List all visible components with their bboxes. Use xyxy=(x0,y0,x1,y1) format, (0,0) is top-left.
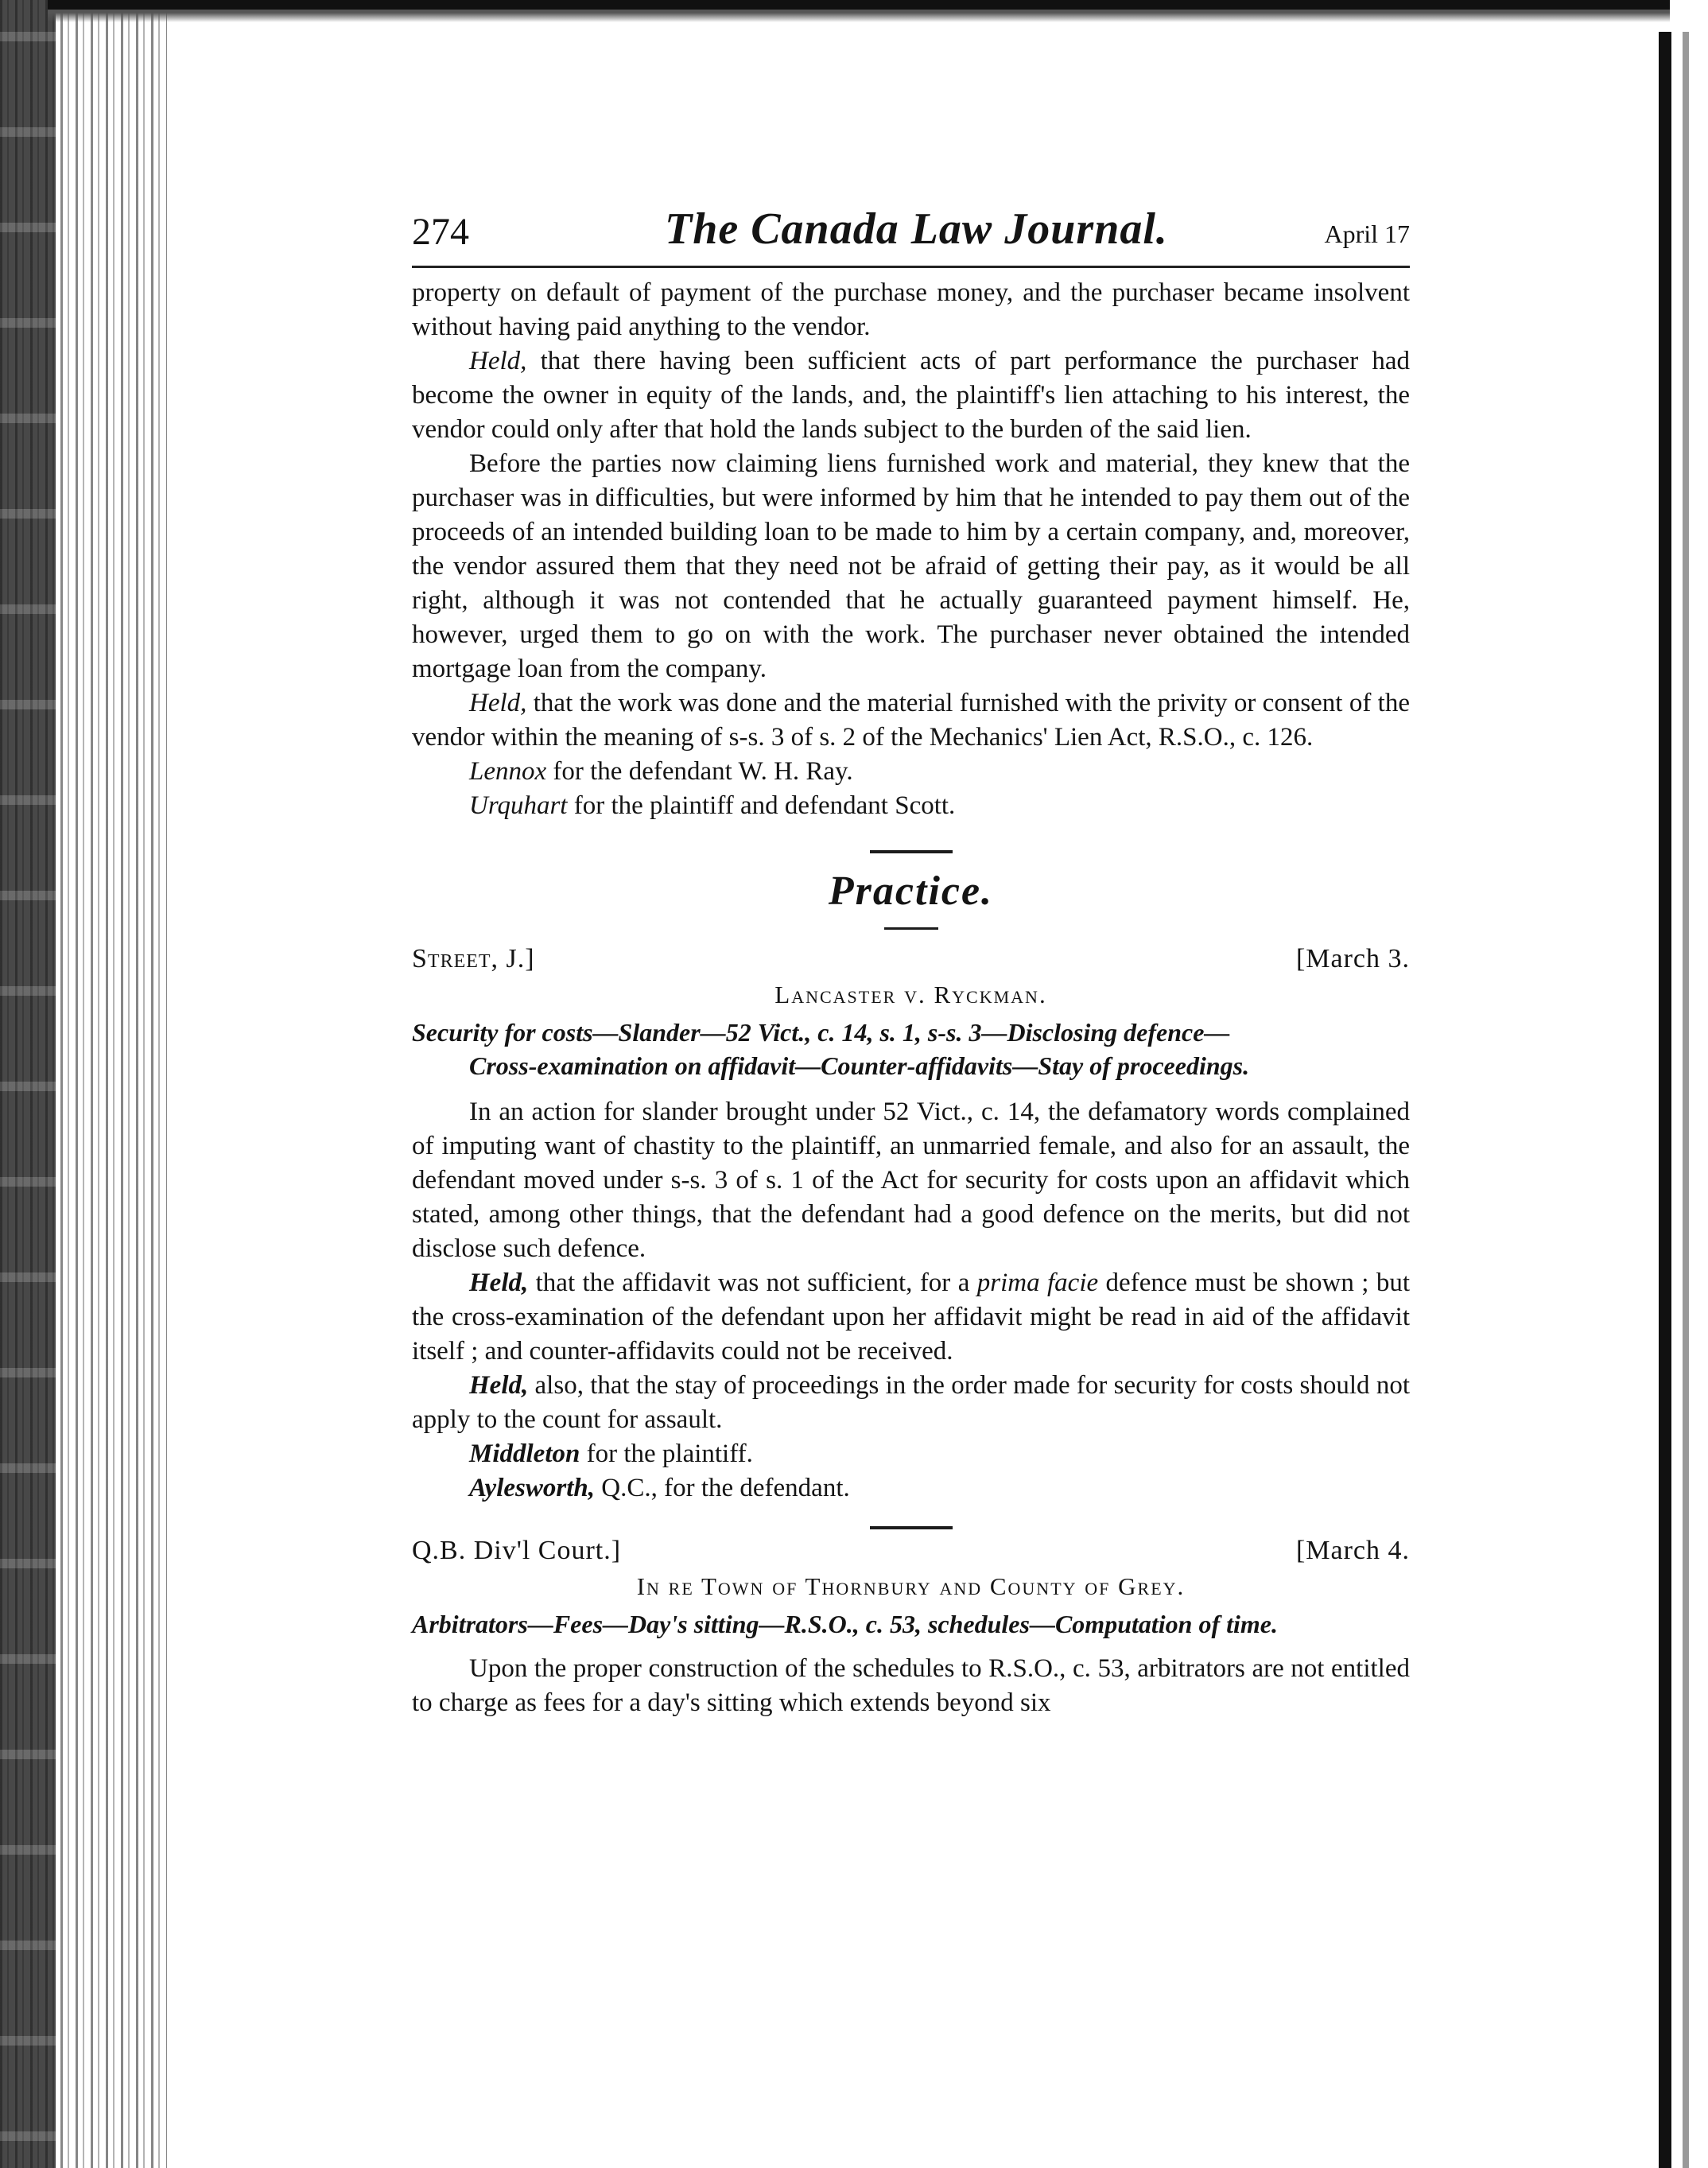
counsel-name: Aylesworth, xyxy=(469,1474,595,1502)
running-head xyxy=(412,199,1410,268)
counsel-text: Q.C., for the defendant. xyxy=(595,1474,850,1502)
issue-date: April 17 xyxy=(1324,220,1410,248)
case-header xyxy=(412,944,1410,979)
latin-phrase: prima facie xyxy=(976,1269,1099,1297)
held-paragraph-2 xyxy=(412,1369,1410,1437)
case-divider xyxy=(870,1526,953,1529)
counsel-text: for the plaintiff and defendant Scott. xyxy=(567,791,956,820)
case-header xyxy=(412,1536,1410,1571)
held-paragraph xyxy=(412,1266,1410,1369)
headnote xyxy=(412,1016,1410,1082)
case-paragraph: Upon the proper construction of the schedules to R.S.O., c. 53, arbitrators are not entitled to charge as fees for a day's sitting which extends beyond six xyxy=(412,1654,1410,1717)
held-paragraph xyxy=(412,344,1410,447)
headnote-line: Cross-examination on affidavit—Counter-affidavits—Stay of proceedings. xyxy=(469,1051,1250,1080)
title-divider xyxy=(884,927,938,930)
counsel-line xyxy=(412,1471,1410,1506)
counsel-name: Lennox xyxy=(469,757,547,786)
case-name: In re Town of Thornbury and County of Grey. xyxy=(636,1572,1186,1600)
case-date: [March 3. xyxy=(1295,944,1410,973)
scan-right-edge xyxy=(1636,32,1708,2168)
court-name: Street, J.] xyxy=(412,944,535,973)
held-paragraph-2 xyxy=(412,686,1410,755)
case-date: [March 4. xyxy=(1295,1536,1410,1565)
held-text: defence must be shown ; but the cross-examination of the defendant upon her affidavit might be read in aid of the affidavit itself ; and counter-affidavits could not be received. xyxy=(412,1269,1411,1366)
journal-page xyxy=(412,199,1410,1720)
court-name: Q.B. Div'l Court.] xyxy=(412,1536,622,1565)
scan-top-edge xyxy=(48,0,1670,32)
scan-binding-shadow xyxy=(0,0,56,2168)
case-name: Lancaster v. Ryckman. xyxy=(774,981,1047,1008)
page-number: 274 xyxy=(412,211,469,253)
held-text: that there having been sufficient acts of part performance the purchaser had become the owner in equity of the lands, and, the plaintiff's lien attaching to his interest, the vendor could only after that hold the lands subject to the burden of the said lien. xyxy=(412,347,1410,444)
section-divider xyxy=(870,850,953,853)
section-title: Practice. xyxy=(828,868,994,914)
headnote-line: Security for costs—Slander—52 Vict., c. 14, s. 1, s-s. 3—Disclosing defence— xyxy=(412,1018,1230,1047)
counsel-line xyxy=(412,789,1410,823)
counsel-line xyxy=(412,755,1410,789)
held-label: Held, xyxy=(469,347,527,375)
counsel-name: Middleton xyxy=(469,1440,580,1468)
headnote: Arbitrators—Fees—Day's sitting—R.S.O., c. 53, schedules—Computation of time. xyxy=(412,1610,1278,1638)
facts-paragraph: Before the parties now claiming liens furnished work and material, they knew that the purchaser was in difficulties, but were informed by him that he intended to pay them out of the proceeds of an intended building loan to be made to him by a certain company, and, moreover, the vendor assured them that they need not be afraid of getting their pay, as it would be all right, although it was not contended that he actually guaranteed payment himself. He, however, urged them to go on with the work. The purchaser never obtained the intended mortgage loan from the company. xyxy=(412,449,1410,683)
counsel-text: for the plaintiff. xyxy=(580,1440,753,1468)
journal-title: The Canada Law Journal. xyxy=(665,204,1168,254)
held-text: that the affidavit was not sufficient, for a xyxy=(528,1269,977,1297)
counsel-name: Urquhart xyxy=(469,791,568,820)
held-text: also, that the stay of proceedings in the order made for security for costs should not apply to the count for assault. xyxy=(412,1371,1410,1434)
counsel-line xyxy=(412,1437,1410,1471)
continued-paragraph: property on default of payment of the purchase money, and the purchaser became insolvent without having paid anything to the vendor. xyxy=(412,278,1410,341)
held-label: Held, xyxy=(469,1269,529,1297)
counsel-text: for the defendant W. H. Ray. xyxy=(546,757,853,786)
held-text: that the work was done and the material furnished with the privity or consent of the vendor within the meaning of s-s. 3 of s. 2 of the Mechanics' Lien Act, R.S.O., c. 126. xyxy=(412,689,1410,752)
held-label: Held, xyxy=(469,689,527,717)
case-paragraph: In an action for slander brought under 52 Vict., c. 14, the defamatory words complained of imputing want of chastity to the plaintiff, an unmarried female, and also for an assault, the defendant moved under s-s. 3 of s. 1 of the Act for security for costs upon an affidavit which stated, among other things, that the defendant had a good defence on the merits, but did not disclose such defence. xyxy=(412,1098,1410,1263)
held-label: Held, xyxy=(469,1371,529,1400)
